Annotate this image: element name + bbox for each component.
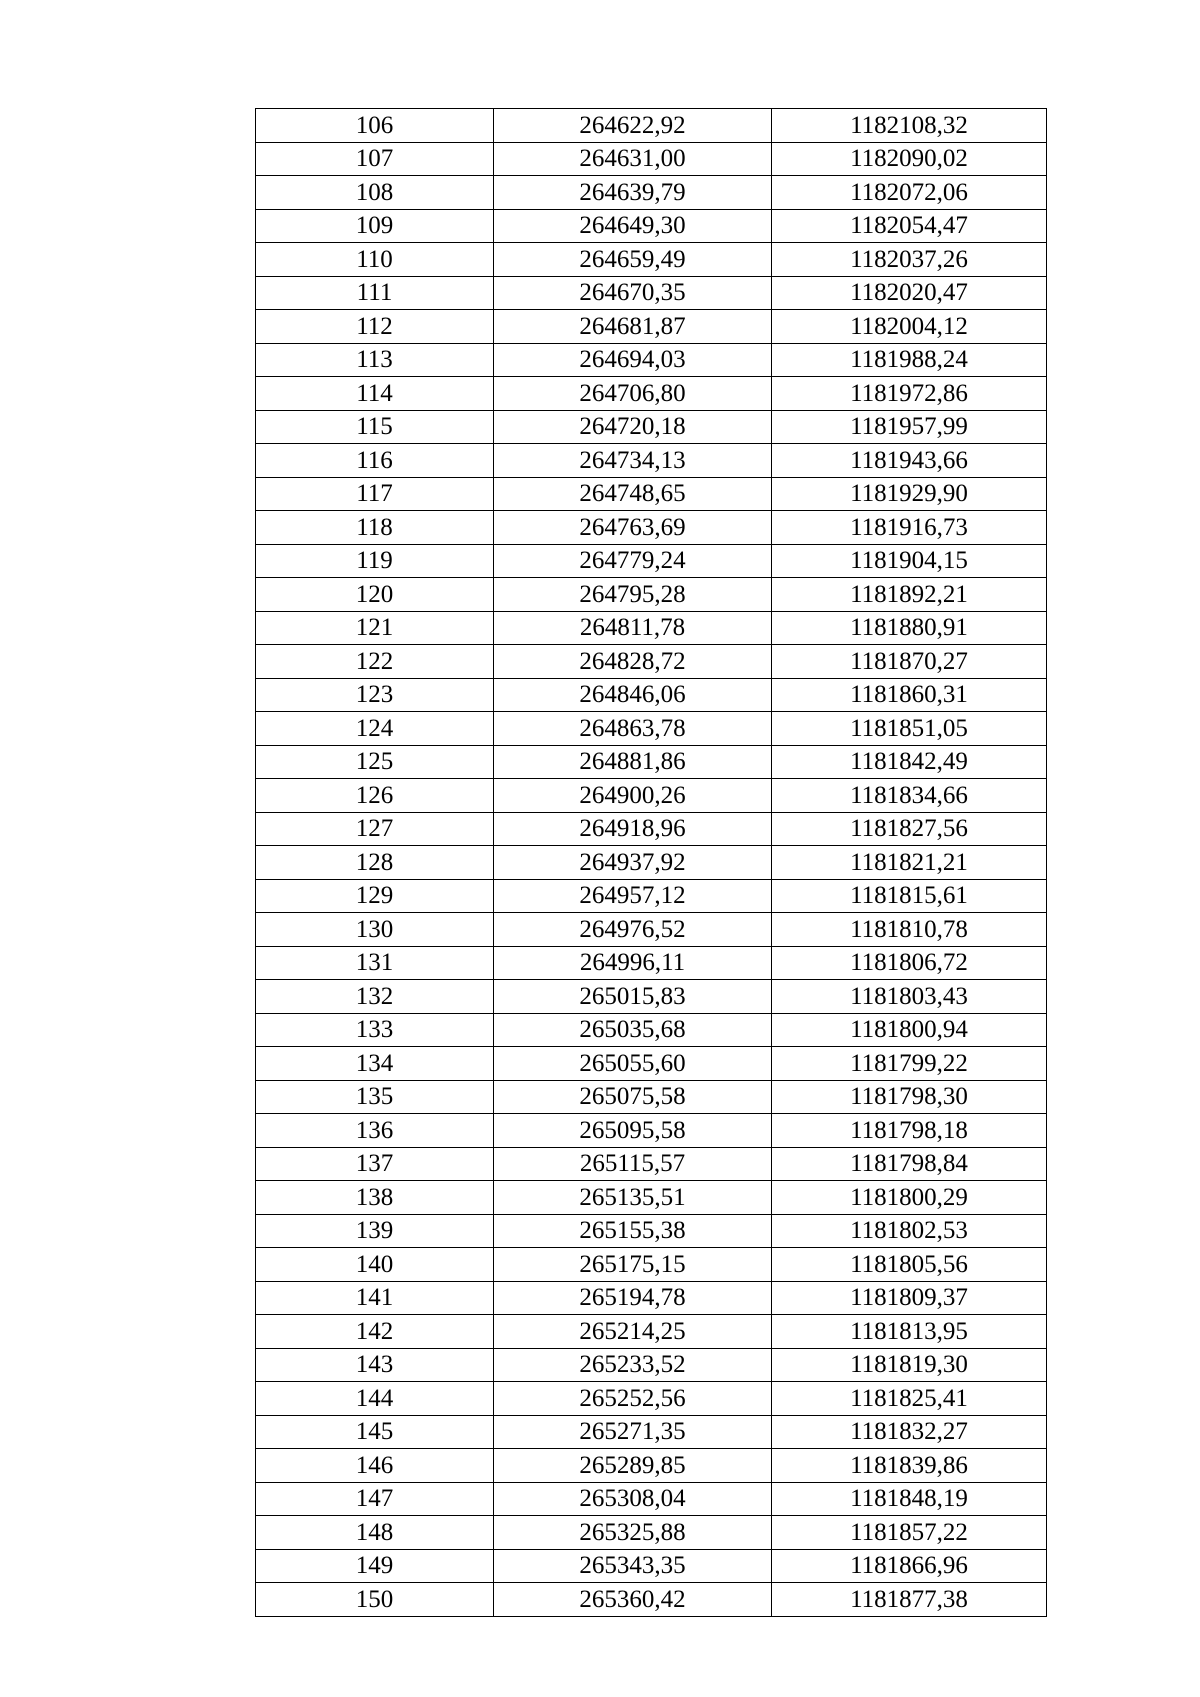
y-coordinate-cell: 1181809,37 xyxy=(772,1281,1047,1315)
y-coordinate-cell: 1181880,91 xyxy=(772,611,1047,645)
table-row xyxy=(256,1549,1047,1583)
x-coordinate-cell: 264957,12 xyxy=(494,879,772,913)
x-coordinate-cell: 265135,51 xyxy=(494,1181,772,1215)
point-number-cell: 144 xyxy=(256,1382,494,1416)
point-number-cell: 114 xyxy=(256,377,494,411)
y-coordinate-cell: 1181866,96 xyxy=(772,1549,1047,1583)
point-number-cell: 127 xyxy=(256,812,494,846)
table-row xyxy=(256,1080,1047,1114)
y-coordinate-cell: 1181832,27 xyxy=(772,1415,1047,1449)
point-number-cell: 147 xyxy=(256,1482,494,1516)
point-number-cell: 140 xyxy=(256,1248,494,1282)
y-coordinate-cell: 1181819,30 xyxy=(772,1348,1047,1382)
x-coordinate-cell: 264639,79 xyxy=(494,176,772,210)
point-number-cell: 121 xyxy=(256,611,494,645)
y-coordinate-cell: 1181798,84 xyxy=(772,1147,1047,1181)
table-row xyxy=(256,343,1047,377)
y-coordinate-cell: 1181799,22 xyxy=(772,1047,1047,1081)
y-coordinate-cell: 1181800,29 xyxy=(772,1181,1047,1215)
x-coordinate-cell: 264863,78 xyxy=(494,712,772,746)
x-coordinate-cell: 264694,03 xyxy=(494,343,772,377)
y-coordinate-cell: 1182108,32 xyxy=(772,109,1047,143)
table-row xyxy=(256,276,1047,310)
y-coordinate-cell: 1181810,78 xyxy=(772,913,1047,947)
y-coordinate-cell: 1181802,53 xyxy=(772,1214,1047,1248)
table-row xyxy=(256,745,1047,779)
x-coordinate-cell: 264670,35 xyxy=(494,276,772,310)
y-coordinate-cell: 1181842,49 xyxy=(772,745,1047,779)
y-coordinate-cell: 1181860,31 xyxy=(772,678,1047,712)
point-number-cell: 134 xyxy=(256,1047,494,1081)
x-coordinate-cell: 264734,13 xyxy=(494,444,772,478)
y-coordinate-cell: 1181813,95 xyxy=(772,1315,1047,1349)
table-row xyxy=(256,1281,1047,1315)
table-row xyxy=(256,544,1047,578)
table-row xyxy=(256,1449,1047,1483)
table-row xyxy=(256,712,1047,746)
point-number-cell: 119 xyxy=(256,544,494,578)
x-coordinate-cell: 264900,26 xyxy=(494,779,772,813)
table-row xyxy=(256,578,1047,612)
y-coordinate-cell: 1181825,41 xyxy=(772,1382,1047,1416)
table-row xyxy=(256,1248,1047,1282)
point-number-cell: 107 xyxy=(256,142,494,176)
table-row xyxy=(256,410,1047,444)
x-coordinate-cell: 264631,00 xyxy=(494,142,772,176)
table-row xyxy=(256,377,1047,411)
x-coordinate-cell: 265360,42 xyxy=(494,1583,772,1617)
point-number-cell: 136 xyxy=(256,1114,494,1148)
coordinates-table-body xyxy=(256,109,1047,1617)
y-coordinate-cell: 1182054,47 xyxy=(772,209,1047,243)
point-number-cell: 117 xyxy=(256,477,494,511)
point-number-cell: 106 xyxy=(256,109,494,143)
table-row xyxy=(256,1214,1047,1248)
table-row xyxy=(256,511,1047,545)
point-number-cell: 113 xyxy=(256,343,494,377)
y-coordinate-cell: 1181916,73 xyxy=(772,511,1047,545)
point-number-cell: 138 xyxy=(256,1181,494,1215)
point-number-cell: 111 xyxy=(256,276,494,310)
y-coordinate-cell: 1182072,06 xyxy=(772,176,1047,210)
y-coordinate-cell: 1181821,21 xyxy=(772,846,1047,880)
table-row xyxy=(256,946,1047,980)
point-number-cell: 109 xyxy=(256,209,494,243)
table-row xyxy=(256,243,1047,277)
x-coordinate-cell: 265343,35 xyxy=(494,1549,772,1583)
point-number-cell: 118 xyxy=(256,511,494,545)
table-row xyxy=(256,1013,1047,1047)
y-coordinate-cell: 1181857,22 xyxy=(772,1516,1047,1550)
point-number-cell: 116 xyxy=(256,444,494,478)
point-number-cell: 132 xyxy=(256,980,494,1014)
point-number-cell: 110 xyxy=(256,243,494,277)
x-coordinate-cell: 265271,35 xyxy=(494,1415,772,1449)
table-row xyxy=(256,176,1047,210)
x-coordinate-cell: 265015,83 xyxy=(494,980,772,1014)
table-row xyxy=(256,645,1047,679)
x-coordinate-cell: 264918,96 xyxy=(494,812,772,846)
y-coordinate-cell: 1181851,05 xyxy=(772,712,1047,746)
table-row xyxy=(256,846,1047,880)
table-row xyxy=(256,812,1047,846)
table-row xyxy=(256,444,1047,478)
point-number-cell: 150 xyxy=(256,1583,494,1617)
table-row xyxy=(256,1147,1047,1181)
table-row xyxy=(256,1415,1047,1449)
x-coordinate-cell: 265095,58 xyxy=(494,1114,772,1148)
x-coordinate-cell: 264706,80 xyxy=(494,377,772,411)
point-number-cell: 137 xyxy=(256,1147,494,1181)
table-row xyxy=(256,142,1047,176)
point-number-cell: 133 xyxy=(256,1013,494,1047)
y-coordinate-cell: 1181929,90 xyxy=(772,477,1047,511)
table-row xyxy=(256,1315,1047,1349)
y-coordinate-cell: 1181803,43 xyxy=(772,980,1047,1014)
x-coordinate-cell: 264763,69 xyxy=(494,511,772,545)
point-number-cell: 131 xyxy=(256,946,494,980)
table-row xyxy=(256,678,1047,712)
table-row xyxy=(256,1516,1047,1550)
y-coordinate-cell: 1182037,26 xyxy=(772,243,1047,277)
y-coordinate-cell: 1181834,66 xyxy=(772,779,1047,813)
x-coordinate-cell: 264811,78 xyxy=(494,611,772,645)
table-row xyxy=(256,109,1047,143)
table-row xyxy=(256,1482,1047,1516)
table-row xyxy=(256,879,1047,913)
point-number-cell: 115 xyxy=(256,410,494,444)
x-coordinate-cell: 265155,38 xyxy=(494,1214,772,1248)
x-coordinate-cell: 265214,25 xyxy=(494,1315,772,1349)
x-coordinate-cell: 264748,65 xyxy=(494,477,772,511)
point-number-cell: 129 xyxy=(256,879,494,913)
x-coordinate-cell: 265252,56 xyxy=(494,1382,772,1416)
table-row xyxy=(256,310,1047,344)
x-coordinate-cell: 265194,78 xyxy=(494,1281,772,1315)
point-number-cell: 146 xyxy=(256,1449,494,1483)
point-number-cell: 122 xyxy=(256,645,494,679)
coordinates-table xyxy=(255,108,1047,1617)
y-coordinate-cell: 1182020,47 xyxy=(772,276,1047,310)
x-coordinate-cell: 264649,30 xyxy=(494,209,772,243)
x-coordinate-cell: 265233,52 xyxy=(494,1348,772,1382)
y-coordinate-cell: 1181815,61 xyxy=(772,879,1047,913)
x-coordinate-cell: 264622,92 xyxy=(494,109,772,143)
table-row xyxy=(256,209,1047,243)
point-number-cell: 126 xyxy=(256,779,494,813)
table-row xyxy=(256,1181,1047,1215)
y-coordinate-cell: 1181805,56 xyxy=(772,1248,1047,1282)
y-coordinate-cell: 1181827,56 xyxy=(772,812,1047,846)
point-number-cell: 125 xyxy=(256,745,494,779)
x-coordinate-cell: 265308,04 xyxy=(494,1482,772,1516)
y-coordinate-cell: 1181806,72 xyxy=(772,946,1047,980)
table-row xyxy=(256,477,1047,511)
y-coordinate-cell: 1181904,15 xyxy=(772,544,1047,578)
x-coordinate-cell: 264996,11 xyxy=(494,946,772,980)
x-coordinate-cell: 265289,85 xyxy=(494,1449,772,1483)
table-row xyxy=(256,1583,1047,1617)
x-coordinate-cell: 265075,58 xyxy=(494,1080,772,1114)
point-number-cell: 135 xyxy=(256,1080,494,1114)
y-coordinate-cell: 1181943,66 xyxy=(772,444,1047,478)
x-coordinate-cell: 264976,52 xyxy=(494,913,772,947)
point-number-cell: 124 xyxy=(256,712,494,746)
table-row xyxy=(256,913,1047,947)
x-coordinate-cell: 264659,49 xyxy=(494,243,772,277)
point-number-cell: 108 xyxy=(256,176,494,210)
x-coordinate-cell: 265035,68 xyxy=(494,1013,772,1047)
table-row xyxy=(256,779,1047,813)
y-coordinate-cell: 1181839,86 xyxy=(772,1449,1047,1483)
point-number-cell: 142 xyxy=(256,1315,494,1349)
table-row xyxy=(256,1382,1047,1416)
y-coordinate-cell: 1181800,94 xyxy=(772,1013,1047,1047)
table-row xyxy=(256,611,1047,645)
point-number-cell: 149 xyxy=(256,1549,494,1583)
point-number-cell: 123 xyxy=(256,678,494,712)
y-coordinate-cell: 1182090,02 xyxy=(772,142,1047,176)
x-coordinate-cell: 264828,72 xyxy=(494,645,772,679)
y-coordinate-cell: 1181848,19 xyxy=(772,1482,1047,1516)
table-row xyxy=(256,1047,1047,1081)
y-coordinate-cell: 1181870,27 xyxy=(772,645,1047,679)
y-coordinate-cell: 1181972,86 xyxy=(772,377,1047,411)
table-row xyxy=(256,1348,1047,1382)
x-coordinate-cell: 264846,06 xyxy=(494,678,772,712)
y-coordinate-cell: 1182004,12 xyxy=(772,310,1047,344)
x-coordinate-cell: 265175,15 xyxy=(494,1248,772,1282)
point-number-cell: 143 xyxy=(256,1348,494,1382)
x-coordinate-cell: 264779,24 xyxy=(494,544,772,578)
y-coordinate-cell: 1181988,24 xyxy=(772,343,1047,377)
x-coordinate-cell: 264937,92 xyxy=(494,846,772,880)
x-coordinate-cell: 264881,86 xyxy=(494,745,772,779)
x-coordinate-cell: 265325,88 xyxy=(494,1516,772,1550)
point-number-cell: 120 xyxy=(256,578,494,612)
y-coordinate-cell: 1181957,99 xyxy=(772,410,1047,444)
x-coordinate-cell: 265115,57 xyxy=(494,1147,772,1181)
point-number-cell: 148 xyxy=(256,1516,494,1550)
y-coordinate-cell: 1181798,30 xyxy=(772,1080,1047,1114)
point-number-cell: 130 xyxy=(256,913,494,947)
y-coordinate-cell: 1181892,21 xyxy=(772,578,1047,612)
x-coordinate-cell: 264795,28 xyxy=(494,578,772,612)
point-number-cell: 141 xyxy=(256,1281,494,1315)
y-coordinate-cell: 1181798,18 xyxy=(772,1114,1047,1148)
x-coordinate-cell: 264720,18 xyxy=(494,410,772,444)
point-number-cell: 128 xyxy=(256,846,494,880)
x-coordinate-cell: 265055,60 xyxy=(494,1047,772,1081)
point-number-cell: 139 xyxy=(256,1214,494,1248)
table-row xyxy=(256,980,1047,1014)
table-row xyxy=(256,1114,1047,1148)
y-coordinate-cell: 1181877,38 xyxy=(772,1583,1047,1617)
x-coordinate-cell: 264681,87 xyxy=(494,310,772,344)
point-number-cell: 145 xyxy=(256,1415,494,1449)
point-number-cell: 112 xyxy=(256,310,494,344)
